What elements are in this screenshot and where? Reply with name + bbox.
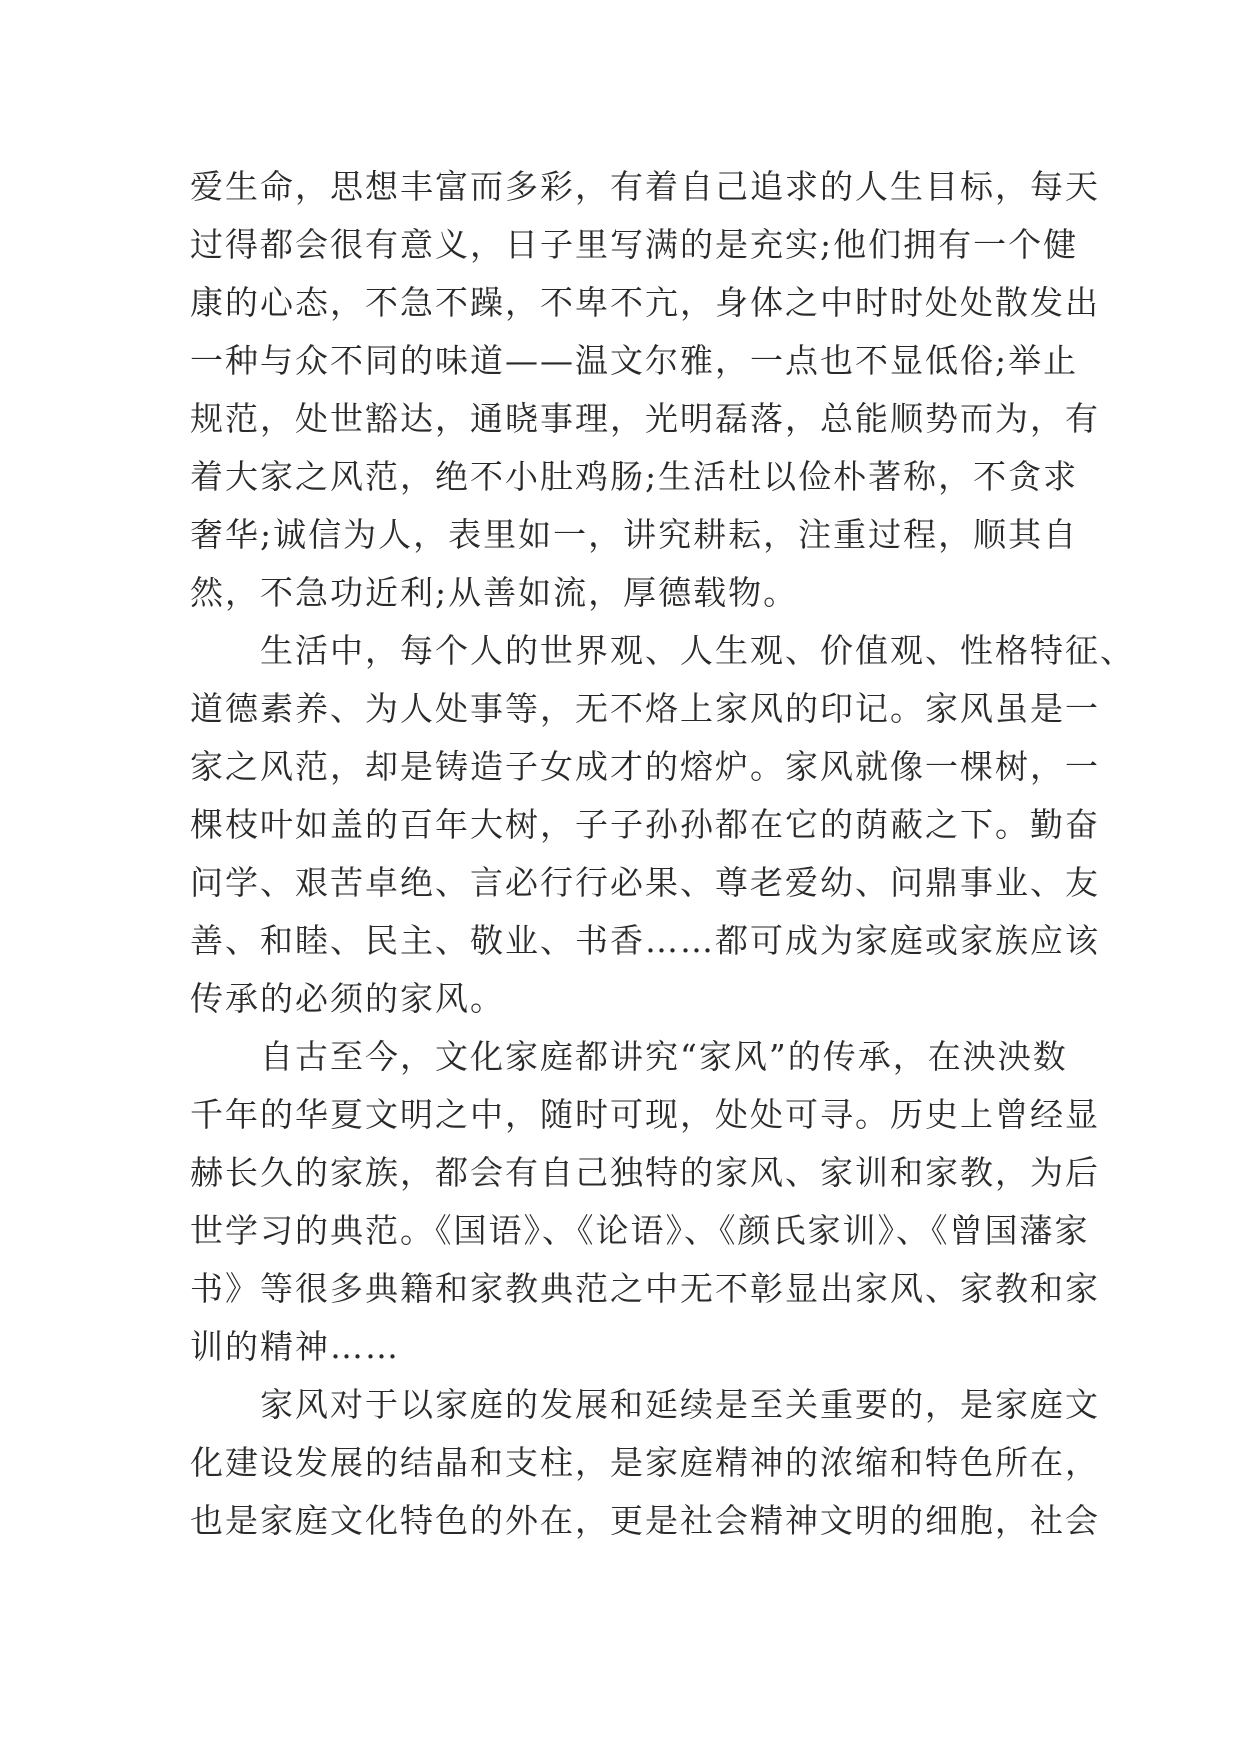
text-line: 书》等很多典籍和家教典范之中无不彰显出家风、家教和家 — [190, 1269, 1100, 1308]
text-line: 爱生命，思想丰富而多彩，有着自己追求的人生目标，每天 — [190, 167, 1100, 206]
document-body — [190, 158, 1135, 1550]
text-line: 传承的必须的家风。 — [190, 979, 505, 1018]
text-line: 然，不急功近利;从善如流，厚德载物。 — [190, 573, 799, 612]
text-line: 赫长久的家族，都会有自己独特的家风、家训和家教，为后 — [190, 1153, 1100, 1192]
text-line: 训的精神…… — [190, 1327, 400, 1366]
text-line: 康的心态，不急不躁，不卑不亢，身体之中时时处处散发出 — [190, 283, 1100, 322]
text-line: 棵枝叶如盖的百年大树，子子孙孙都在它的荫蔽之下。勤奋 — [190, 805, 1100, 844]
text-line: 规范，处世豁达，通晓事理，光明磊落，总能顺势而为，有 — [190, 399, 1100, 438]
text-line: 道德素养、为人处事等，无不烙上家风的印记。家风虽是一 — [190, 689, 1100, 728]
text-line: 问学、艰苦卓绝、言必行行必果、尊老爱幼、问鼎事业、友 — [190, 863, 1100, 902]
paragraph-first-line: 生活中，每个人的世界观、人生观、价值观、性格特征、 — [260, 631, 1135, 670]
text-line: 善、和睦、民主、敬业、书香……都可成为家庭或家族应该 — [190, 921, 1100, 960]
text-line: 化建设发展的结晶和支柱，是家庭精神的浓缩和特色所在， — [190, 1443, 1100, 1482]
text-line: 过得都会很有意义，日子里写满的是充实;他们拥有一个健 — [190, 225, 1079, 264]
text-line: 一种与众不同的味道——温文尔雅，一点也不显低俗;举止 — [190, 341, 1079, 380]
paragraph-first-line: 自古至今，文化家庭都讲究“家风”的传承，在泱泱数 — [260, 1037, 1068, 1076]
text-line: 千年的华夏文明之中，随时可现，处处可寻。历史上曾经显 — [190, 1095, 1100, 1134]
text-line: 着大家之风范，绝不小肚鸡肠;生活杜以俭朴著称，不贪求 — [190, 457, 1079, 496]
text-line: 奢华;诚信为人，表里如一，讲究耕耘，注重过程，顺其自 — [190, 515, 1079, 554]
text-line: 家之风范，却是铸造子女成才的熔炉。家风就像一棵树，一 — [190, 747, 1100, 786]
text-line: 世学习的典范。《国语》、《论语》、《颜氏家训》、《曾国藩家 — [190, 1211, 1090, 1250]
paragraph-first-line: 家风对于以家庭的发展和延续是至关重要的，是家庭文 — [260, 1385, 1100, 1424]
text-line: 也是家庭文化特色的外在，更是社会精神文明的细胞，社会 — [190, 1501, 1100, 1540]
